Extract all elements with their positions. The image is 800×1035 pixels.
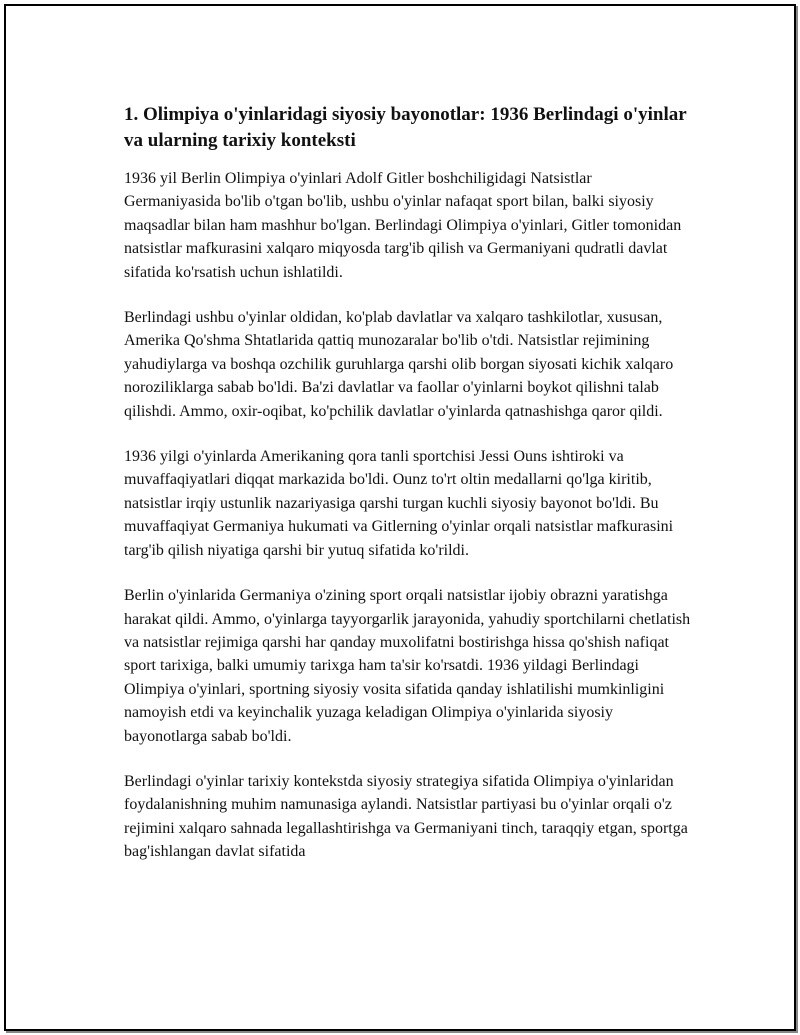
section-heading: 1. Olimpiya o'yinlaridagi siyosiy bayonotlar: 1936 Berlindagi o'yinlar va ularning tarixiy konteksti	[124, 104, 687, 151]
paragraph-3: 1936 yilgi o'yinlarda Amerikaning qora tanli sportchisi Jessi Ouns ishtiroki va muvaffaqiyatlari diqqat markazida bo'ldi. Ounz to'rt oltin medallarni qo'lga kiritib, natsistlar irqiy ustunlik nazariyasiga qarshi turgan kuchli siyosiy bayonot bo'ldi. Bu muvaffaqiyat Germaniya hukumati va Gitlerning o'yinlar orqali natsistlar mafkurasini targ'ib qilish niyatiga qarshi bir yutuq sifatida ko'rildi.	[124, 448, 674, 559]
page-frame	[4, 4, 796, 1031]
paragraph-5: Berlindagi o'yinlar tarixiy kontekstda siyosiy strategiya sifatida Olimpiya o'yinlaridan foydalanishning muhim namunasiga aylandi. Natsistlar partiyasi bu o'yinlar orqali o'z rejimini xalqaro sahnada legallashtirishga va Germaniyani tinch, taraqqiy etgan, sportga bag'ishlangan davlat sifatida	[124, 772, 688, 861]
paragraph-1: 1936 yil Berlin Olimpiya o'yinlari Adolf Gitler boshchiligidagi Natsistlar Germaniyasida bo'lib o'tgan bo'lib, ushbu o'yinlar nafaqat sport bilan, balki siyosiy maqsadlar bilan ham mashhur bo'lgan. Berlindagi Olimpiya o'yinlari, Gitler tomonidan natsistlar mafkurasini xalqaro miqyosda targ'ib qilish va Germaniyani qudratli davlat sifatida ko'rsatish uchun ishlatildi.	[124, 170, 682, 281]
document-body	[124, 102, 692, 886]
paragraph-4: Berlin o'yinlarida Germaniya o'zining sport orqali natsistlar ijobiy obrazni yaratishga harakat qildi. Ammo, o'yinlarga tayyorgarlik jarayonida, yahudiy sportchilarni chetlatish va natsistlar rejimiga qarshi har qanday muxolifatni bostirishga hissa qo'shish nafiqat sport tarixiga, balki umumiy tarixga ham ta'sir ko'rsatdi. 1936 yildagi Berlindagi Olimpiya o'yinlari, sportning siyosiy vosita sifatida qanday ishlatilishi mumkinligini namoyish etdi va keyinchalik yuzaga keladigan Olimpiya o'yinlarida siyosiy bayonotlarga sabab bo'ldi.	[124, 587, 691, 745]
paragraph-2: Berlindagi ushbu o'yinlar oldidan, ko'plab davlatlar va xalqaro tashkilotlar, xususan, Amerika Qo'shma Shtatlarida qattiq munozaralar bo'lib o'tdi. Natsistlar rejimining yahudiylarga va boshqa ozchilik guruhlarga qarshi olib borgan siyosati kichik xalqaro noroziliklarga sabab bo'ldi. Ba'zi davlatlar va faollar o'yinlarni boykot qilishni talab qilishdi. Ammo, oxir-oqibat, ko'pchilik davlatlar o'yinlarda qatnashishga qaror qildi.	[124, 309, 674, 420]
